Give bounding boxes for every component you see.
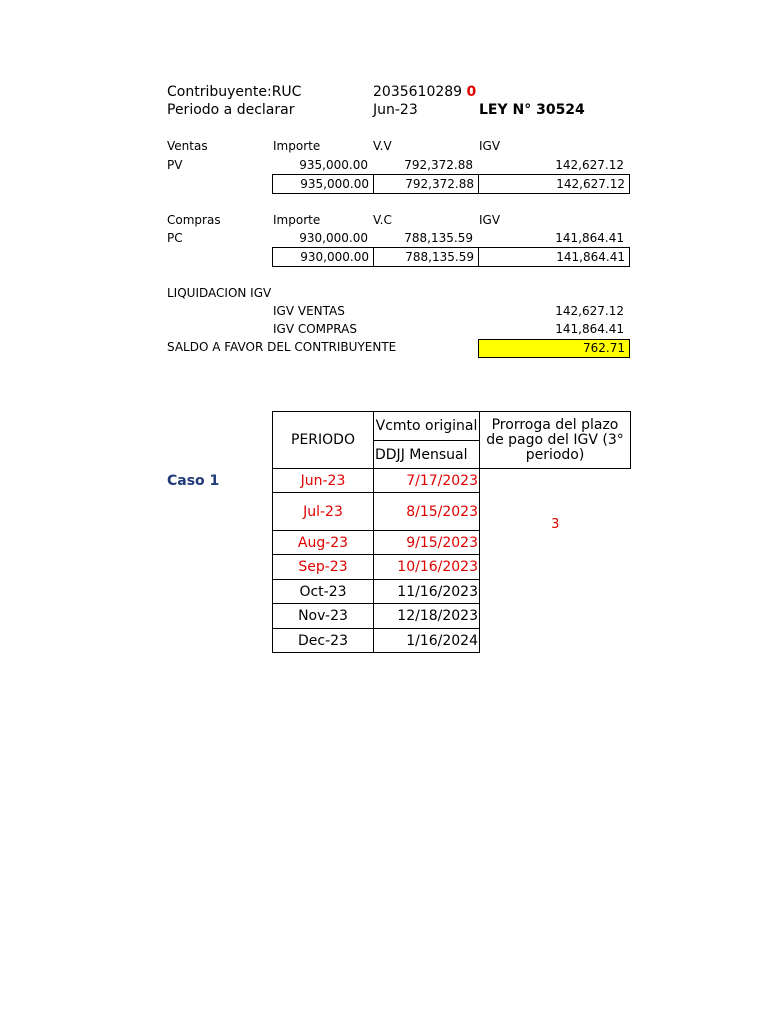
igv-compras-value: 141,864.41 — [555, 322, 624, 336]
col-periodo-header: PERIODO — [273, 412, 374, 469]
compras-col-igv: IGV — [479, 213, 501, 227]
liquidacion-title: LIQUIDACION IGV — [167, 286, 272, 300]
ruc-number: 2035610289 — [373, 84, 463, 100]
periodo-cell: Nov-23 — [273, 604, 374, 629]
igv-ventas-label: IGV VENTAS — [273, 304, 345, 318]
col-ddjj-header: DDJJ Mensual — [374, 441, 480, 469]
fecha-cell: 9/15/2023 — [374, 531, 480, 555]
ley-label: LEY N° 30524 — [479, 102, 585, 118]
compras-label: Compras — [167, 213, 221, 227]
ventas-total-importe: 935,000.00 — [300, 177, 369, 191]
table-row — [273, 604, 631, 629]
ruc-value — [373, 84, 476, 100]
compras-col-vc: V.C — [373, 213, 392, 227]
fecha-cell: 11/16/2023 — [374, 580, 480, 604]
saldo-value: 762.71 — [583, 341, 625, 355]
ventas-total-importe-cell — [272, 174, 374, 194]
periodo-cell: Sep-23 — [273, 555, 374, 580]
compras-row-label: PC — [167, 231, 183, 245]
ventas-igv: 142,627.12 — [555, 158, 624, 172]
col-vcmto-header: Vcmto original — [374, 412, 480, 441]
caso-label: Caso 1 — [167, 473, 220, 489]
ventas-col-importe: Importe — [273, 139, 321, 153]
fecha-cell: 1/16/2024 — [374, 629, 480, 653]
compras-total-vc: 788,135.59 — [405, 250, 474, 264]
igv-compras-label: IGV COMPRAS — [273, 322, 357, 336]
col-prorroga-header: Prorroga del plazo de pago del IGV (3° periodo) — [480, 412, 631, 469]
ventas-importe: 935,000.00 — [299, 158, 368, 172]
table-row — [273, 629, 631, 653]
compras-col-importe: Importe — [273, 213, 321, 227]
saldo-label: SALDO A FAVOR DEL CONTRIBUYENTE — [167, 340, 397, 354]
empty-cell — [480, 580, 631, 604]
periodo-value: Jun-23 — [373, 102, 418, 118]
ventas-total-vv-cell — [373, 174, 479, 194]
periodo-cell: Oct-23 — [273, 580, 374, 604]
compras-total-igv-cell — [478, 247, 630, 267]
ventas-total-vv: 792,372.88 — [405, 177, 474, 191]
saldo-cell — [478, 339, 630, 358]
ventas-label: Ventas — [167, 139, 208, 153]
compras-total-importe-cell — [272, 247, 374, 267]
fecha-cell: 8/15/2023 — [374, 493, 480, 531]
ruc-suffix: 0 — [466, 84, 477, 100]
periodo-cell: Dec-23 — [273, 629, 374, 653]
ventas-total-igv: 142,627.12 — [556, 177, 625, 191]
compras-igv: 141,864.41 — [555, 231, 624, 245]
ventas-row-label: PV — [167, 158, 183, 172]
periodo-cell: Jun-23 — [273, 469, 374, 493]
periodo-cell: Jul-23 — [273, 493, 374, 531]
table-row — [273, 580, 631, 604]
compras-total-importe: 930,000.00 — [300, 250, 369, 264]
compras-total-vc-cell — [373, 247, 479, 267]
prorroga-value: 3 — [551, 516, 560, 532]
ventas-col-igv: IGV — [479, 139, 501, 153]
fecha-cell: 7/17/2023 — [374, 469, 480, 493]
ventas-vv: 792,372.88 — [404, 158, 473, 172]
ventas-col-vv: V.V — [373, 139, 392, 153]
fecha-cell: 12/18/2023 — [374, 604, 480, 629]
empty-cell — [480, 604, 631, 629]
compras-total-igv: 141,864.41 — [556, 250, 625, 264]
igv-ventas-value: 142,627.12 — [555, 304, 624, 318]
periodo-label: Periodo a declarar — [167, 102, 295, 118]
periodo-cell: Aug-23 — [273, 531, 374, 555]
compras-vc: 788,135.59 — [404, 231, 473, 245]
ventas-total-igv-cell — [478, 174, 630, 194]
fecha-cell: 10/16/2023 — [374, 555, 480, 580]
empty-cell — [480, 629, 631, 653]
contribuyente-label: Contribuyente:RUC — [167, 84, 302, 100]
compras-importe: 930,000.00 — [299, 231, 368, 245]
calendar-table — [272, 411, 631, 653]
table-row — [273, 469, 631, 493]
